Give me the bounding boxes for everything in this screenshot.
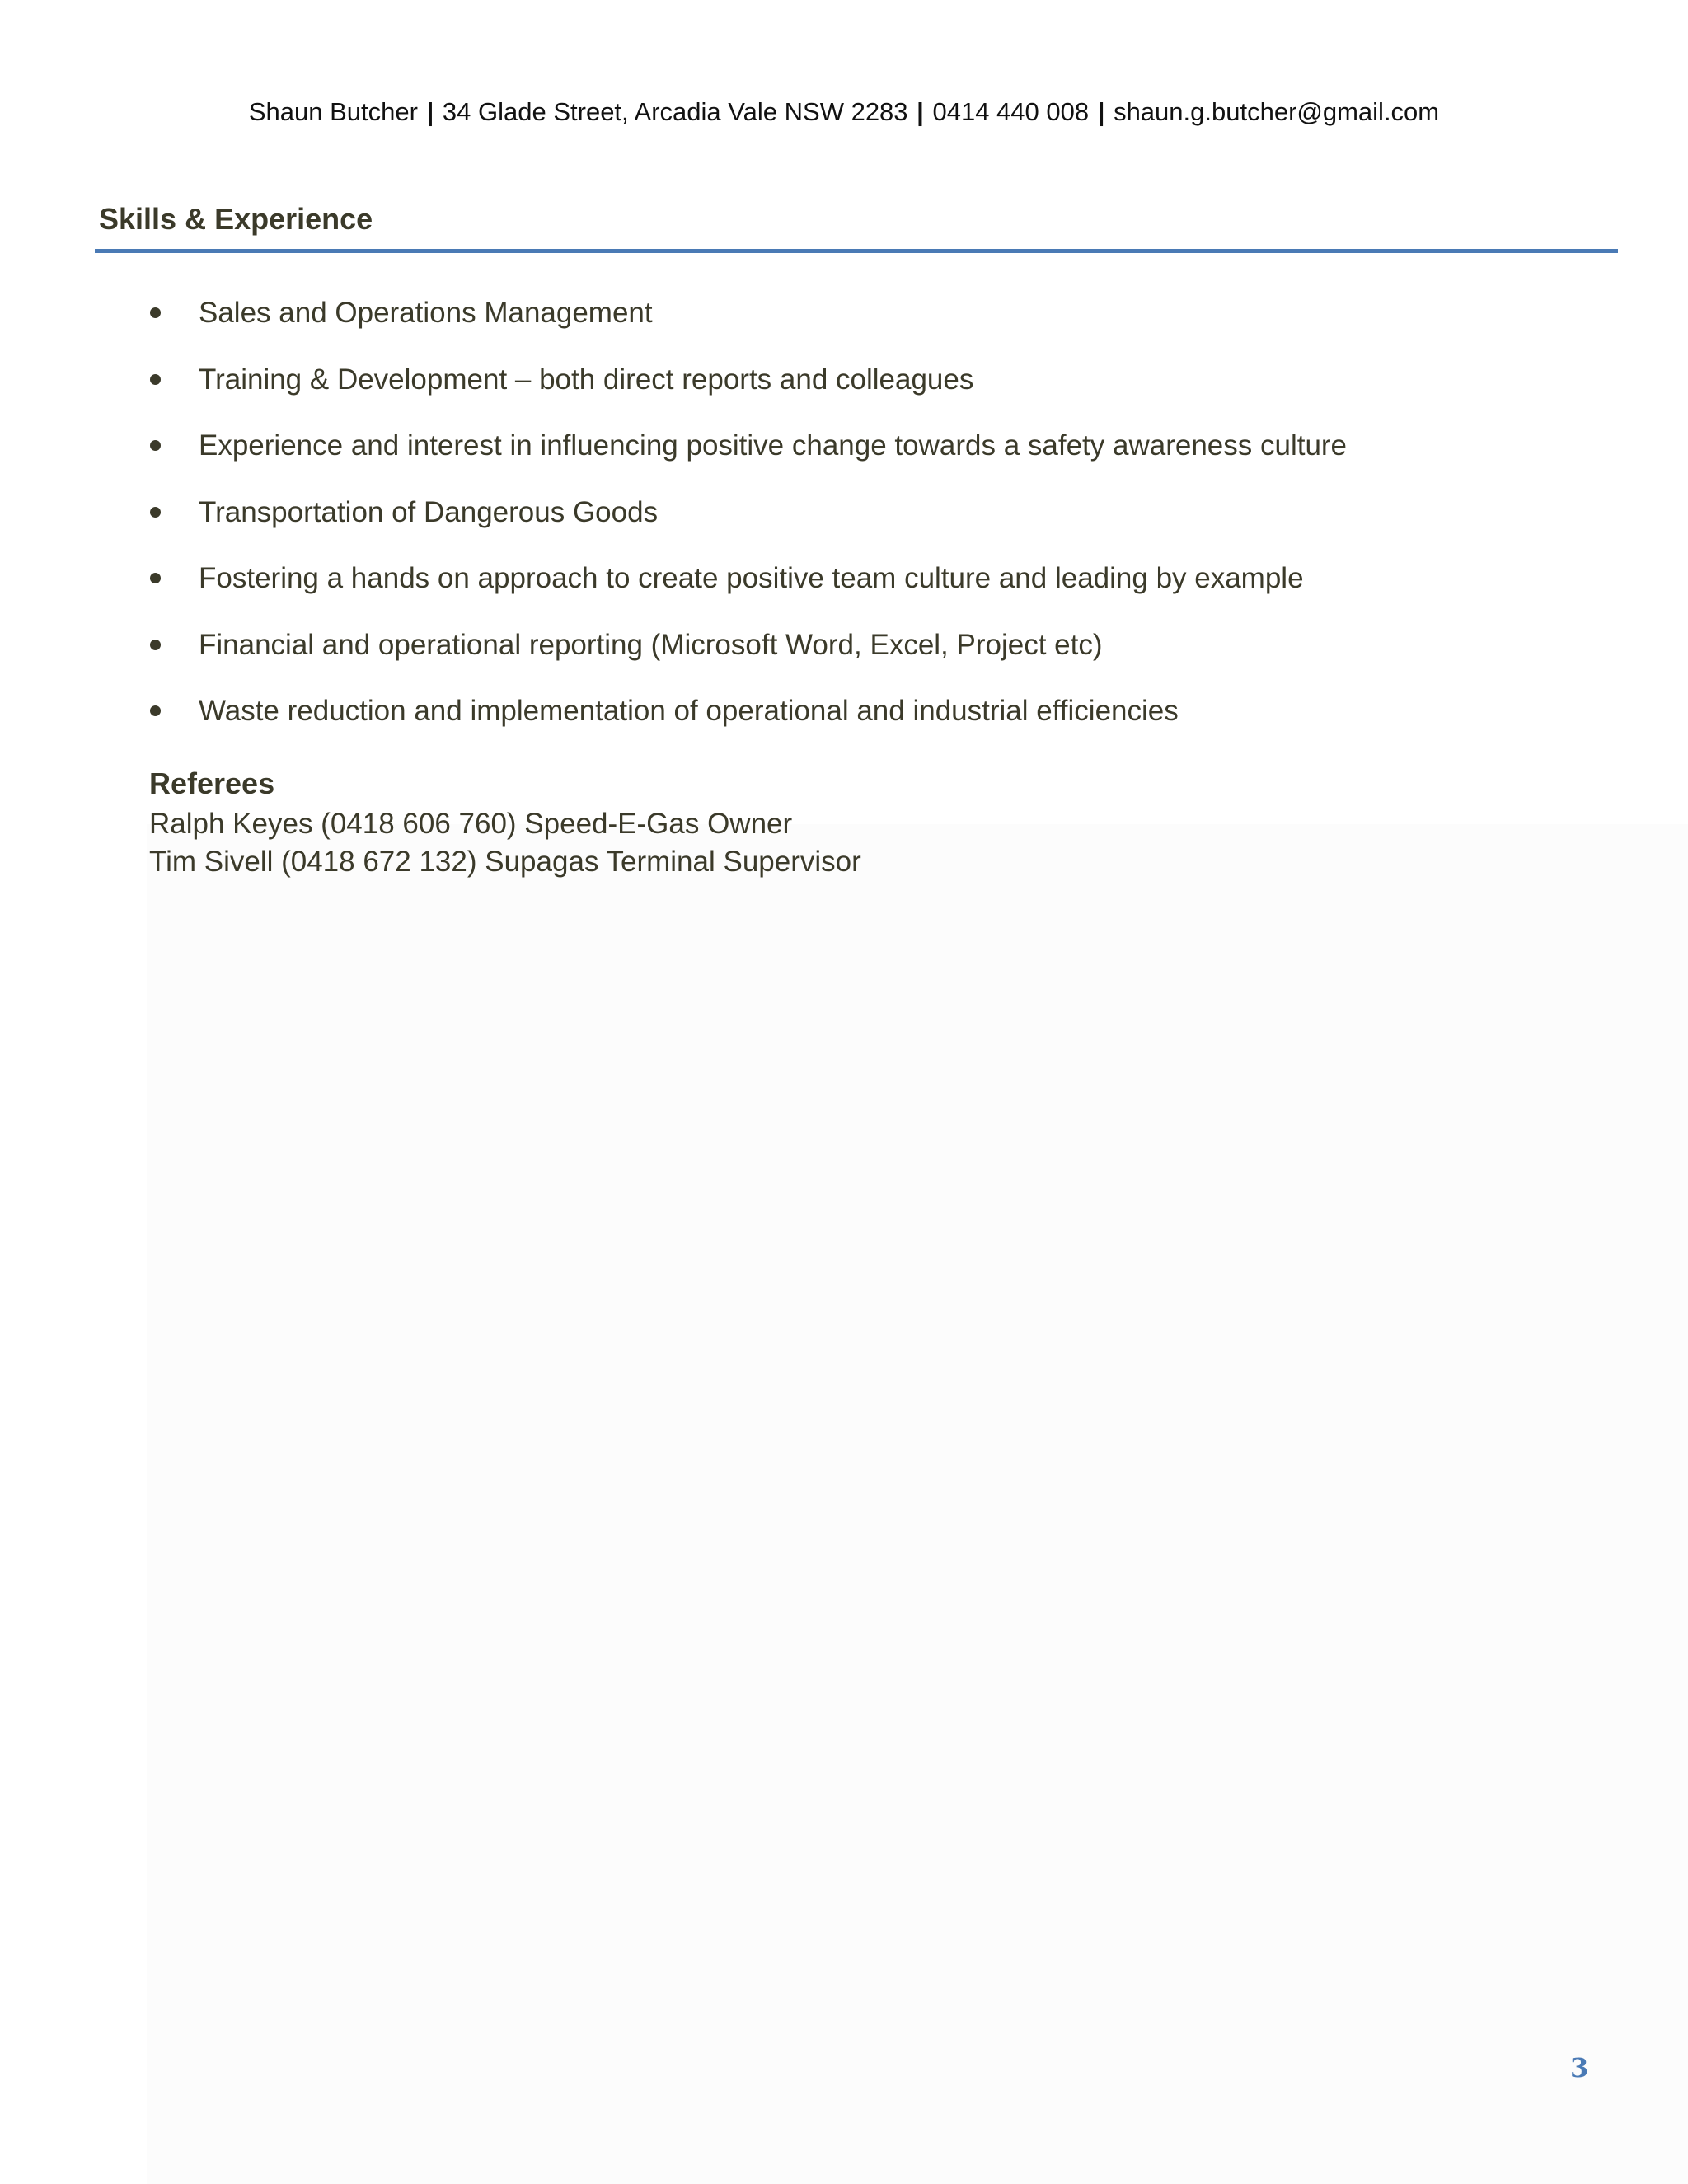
list-item — [0, 359, 1688, 426]
contact-address: 34 Glade Street, Arcadia Vale NSW 2283 — [442, 97, 908, 126]
section-divider — [95, 249, 1618, 253]
bullet-icon — [150, 507, 161, 518]
bullet-icon — [150, 640, 161, 650]
skills-section-title: Skills & Experience — [99, 202, 373, 236]
page-background — [147, 824, 1688, 2184]
skill-text: Financial and operational reporting (Microsoft Word, Excel, Project etc) — [199, 628, 1103, 661]
list-item — [0, 558, 1688, 625]
list-item — [0, 625, 1688, 691]
separator: | — [917, 97, 924, 126]
skill-text: Training & Development – both direct reports and colleagues — [199, 363, 974, 396]
skills-list — [0, 293, 1688, 757]
contact-phone: 0414 440 008 — [932, 97, 1090, 126]
referee-entry: Ralph Keyes (0418 606 760) Speed-E-Gas Owner — [149, 808, 793, 840]
skill-text: Transportation of Dangerous Goods — [199, 495, 659, 528]
bullet-icon — [150, 307, 161, 318]
skill-text: Experience and interest in influencing positive change towards a safety awareness culture — [199, 429, 1348, 462]
bullet-icon — [150, 440, 161, 451]
page-number: 3 — [1570, 2052, 1589, 2083]
contact-name: Shaun Butcher — [248, 97, 418, 126]
separator: | — [426, 97, 434, 126]
list-item — [0, 691, 1688, 757]
list-item — [0, 293, 1688, 359]
contact-email: shaun.g.butcher@gmail.com — [1114, 97, 1440, 126]
separator: | — [1097, 97, 1105, 126]
bullet-icon — [150, 705, 161, 716]
bullet-icon — [150, 573, 161, 583]
contact-header — [0, 97, 1688, 127]
list-item — [0, 425, 1688, 492]
skill-text: Fostering a hands on approach to create positive team culture and leading by example — [199, 562, 1304, 594]
referee-entry: Tim Sivell (0418 672 132) Supagas Terminal Supervisor — [149, 846, 861, 878]
skill-text: Waste reduction and implementation of operational and industrial efficiencies — [199, 695, 1179, 727]
bullet-icon — [150, 374, 161, 385]
referees-section-title: Referees — [149, 766, 275, 800]
skill-text: Sales and Operations Management — [199, 297, 653, 329]
list-item — [0, 492, 1688, 559]
